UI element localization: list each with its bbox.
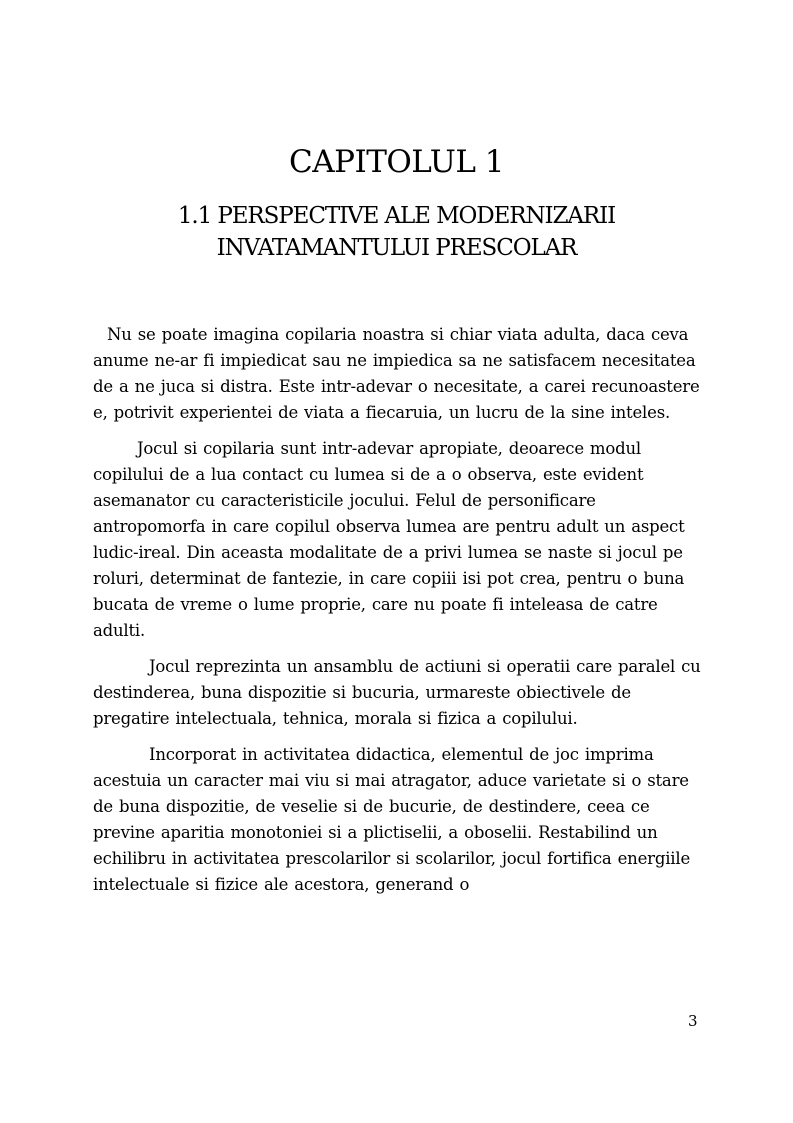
paragraph: Incorporat in activitatea didactica, elementul de joc imprima acestuia un caracter mai viu si mai atragator, aduce varietate si o stare de buna dispozitie, de veselie si de bucurie, de destindere, ceea ce previne aparitia monotoniei si a plictiselii, a oboselii. Restabilind un echilibru in activitatea prescolarilor si scolarilor, jocul fortifica energiile intelectuale si fizice ale acestora, generand o [93,745,691,894]
paragraph: Jocul si copilaria sunt intr-adevar apropiate, deoarece modul copilului de a lua contact cu lumea si de a o observa, este evident asemanator cu caracteristicile jocului. Felul de personificare antropomorfa in care copilul observa lumea are pentru adult un aspect ludic-ireal. Din aceasta modalitate de a privi lumea se naste si jocul pe roluri, determinat de fantezie, in care copiii isi pot crea, pentru o buna bucata de vreme o lume proprie, care nu poate fi inteleasa de catre adulti. [93,439,685,640]
paragraph: Jocul reprezinta un ansamblu de actiuni si operatii care paralel cu destinderea, buna dispozitie si bucuria, urmareste obiectivele de pregatire intelectuala, tehnica, morala si fizica a copilului. [93,657,701,728]
paragraph: Nu se poate imagina copilaria noastra si chiar viata adulta, daca ceva anume ne-ar fi impiedicat sau ne impiedica sa ne satisfacem necesitatea de a ne juca si distra. Este intr-adevar o necesitate, a carei recunoastere e, potrivit experientei de viata a fiecaruia, un lucru de la sine inteles. [93,325,700,422]
body-text [93,322,705,908]
page-number: 3 [688,1012,698,1030]
section-title: 1.1 PERSPECTIVE ALE MODERNIZARII INVATAMANTULUI PRESCOLAR [177,203,616,261]
chapter-title: CAPITOLUL 1 [289,144,504,180]
